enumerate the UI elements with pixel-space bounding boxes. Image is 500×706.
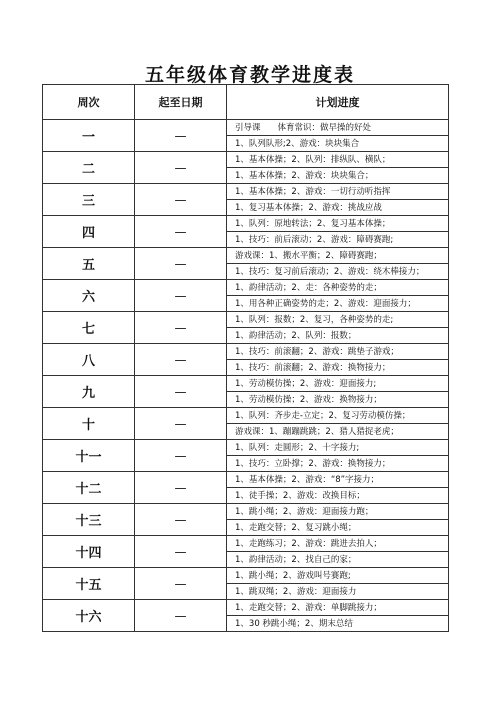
date-cell: — [135, 152, 227, 184]
table-row [43, 536, 449, 552]
table-row [43, 120, 449, 136]
lesson-cell: 1、韵律活动；2、队列：报数； [227, 328, 449, 344]
page-title: 五年级体育教学进度表 [144, 64, 355, 86]
lesson-cell: 1、技巧：前后滚动；2、游戏：障碍赛跑; [227, 232, 449, 248]
lesson-cell: 1、走跑练习；2、游戏：跳进去拍人； [227, 536, 449, 552]
lesson-cell: 游戏课：1、搬水平衡；2、障碍赛跑； [227, 248, 449, 264]
lesson-cell: 1、队列：齐步走-立定；2、复习劳动模仿操； [227, 408, 449, 424]
date-cell: — [135, 248, 227, 280]
lesson-cell: 1、30 秒跳小绳；2、期末总结 [227, 616, 449, 632]
lesson-cell: 1、徒手操；2、游戏：改换目标； [227, 488, 449, 504]
lesson-cell: 引导课 体育常识：做早操的好处 [227, 120, 449, 136]
date-cell: — [135, 344, 227, 376]
week-cell: 七 [43, 312, 135, 344]
lesson-cell: 游戏课：1、蹦蹦跳跳；2、猎人猎捉老虎； [227, 424, 449, 440]
week-cell: 九 [43, 376, 135, 408]
lesson-cell: 1、韵律活动；2、找自己的家； [227, 552, 449, 568]
lesson-cell: 1、用各种正确姿势的走；2、游戏：迎面接力； [227, 296, 449, 312]
lesson-cell: 1、复习基本体操；2、游戏：挑战应战 [227, 200, 449, 216]
week-cell: 一 [43, 120, 135, 152]
lesson-cell: 1、跳双绳；2、游戏：迎面接力 [227, 584, 449, 600]
schedule-table [42, 84, 449, 632]
week-cell: 十五 [43, 568, 135, 600]
week-cell: 十一 [43, 440, 135, 472]
lesson-cell: 1、韵律活动；2、走：各种姿势的走； [227, 280, 449, 296]
date-cell: — [135, 120, 227, 152]
header-plan: 计划进度 [227, 85, 449, 120]
date-cell: — [135, 184, 227, 216]
week-cell: 四 [43, 216, 135, 248]
table-row [43, 312, 449, 328]
lesson-cell: 1、基本体操；2、游戏：“8”字接力； [227, 472, 449, 488]
table-row [43, 216, 449, 232]
table-row [43, 376, 449, 392]
lesson-cell: 1、基本体操；2、游戏：一切行动听指挥 [227, 184, 449, 200]
date-cell: — [135, 280, 227, 312]
date-cell: — [135, 504, 227, 536]
week-cell: 十二 [43, 472, 135, 504]
header-date: 起至日期 [135, 85, 227, 120]
week-cell: 三 [43, 184, 135, 216]
week-cell: 六 [43, 280, 135, 312]
week-cell: 十三 [43, 504, 135, 536]
table-body [43, 120, 449, 632]
table-row [43, 184, 449, 200]
lesson-cell: 1、队列：走圆形；2、十字接力; [227, 440, 449, 456]
table-row [43, 568, 449, 584]
date-cell: — [135, 440, 227, 472]
date-cell: — [135, 216, 227, 248]
week-cell: 十六 [43, 600, 135, 632]
lesson-cell: 1、基本体操；2、游戏：块块集合； [227, 168, 449, 184]
lesson-cell: 1、劳动模仿操；2、游戏：迎面接力; [227, 376, 449, 392]
week-cell: 五 [43, 248, 135, 280]
week-cell: 二 [43, 152, 135, 184]
table-row [43, 408, 449, 424]
table-row [43, 280, 449, 296]
lesson-cell: 1、队列：原地转法；2、复习基本体操； [227, 216, 449, 232]
week-cell: 八 [43, 344, 135, 376]
lesson-cell: 1、队列队形;2、游戏：块块集合 [227, 136, 449, 152]
table-row [43, 440, 449, 456]
table-row [43, 600, 449, 616]
lesson-cell: 1、跳小绳；2、游戏叫号赛跑; [227, 568, 449, 584]
lesson-cell: 1、队列：报数；2、复习，各种姿势的走; [227, 312, 449, 328]
lesson-cell: 1、走跑交替；2、游戏：单脚跳接力； [227, 600, 449, 616]
date-cell: — [135, 600, 227, 632]
lesson-cell: 1、技巧：前滚翻；2、游戏：换物接力； [227, 360, 449, 376]
lesson-cell: 1、走跑交替；2、复习跳小绳； [227, 520, 449, 536]
table-row [43, 504, 449, 520]
date-cell: — [135, 376, 227, 408]
table-row [43, 344, 449, 360]
date-cell: — [135, 536, 227, 568]
lesson-cell: 1、跳小绳；2、游戏：迎面接力跑； [227, 504, 449, 520]
lesson-cell: 1、劳动模仿操；2、游戏：换物接力； [227, 392, 449, 408]
week-cell: 十 [43, 408, 135, 440]
header-week: 周次 [43, 85, 135, 120]
table-row [43, 248, 449, 264]
table-header-row [43, 85, 449, 120]
week-cell: 十四 [43, 536, 135, 568]
table-row [43, 152, 449, 168]
lesson-cell: 1、技巧：立卧撑；2、游戏：换物接力； [227, 456, 449, 472]
date-cell: — [135, 408, 227, 440]
lesson-cell: 1、基本体操；2、队列：排纵队、横队； [227, 152, 449, 168]
lesson-cell: 1、技巧：前滚翻；2、游戏：跳垫子游戏； [227, 344, 449, 360]
table-row [43, 472, 449, 488]
lesson-cell: 1、技巧：复习前后滚动；2、游戏：绕木棒接力； [227, 264, 449, 280]
date-cell: — [135, 312, 227, 344]
date-cell: — [135, 472, 227, 504]
date-cell: — [135, 568, 227, 600]
